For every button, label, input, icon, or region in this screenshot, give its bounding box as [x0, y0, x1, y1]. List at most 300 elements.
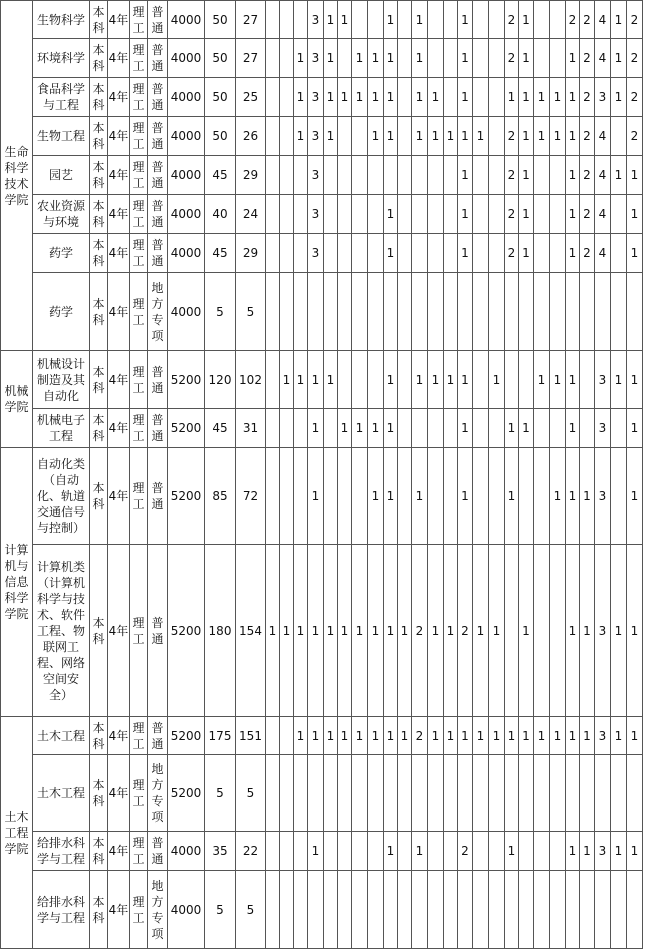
province-count-cell: 2 — [627, 117, 643, 156]
province-count-cell: 2 — [505, 234, 519, 273]
province-count-cell: 1 — [611, 78, 627, 117]
province-count-cell — [550, 871, 566, 949]
province-count-cell — [595, 755, 611, 832]
province-count-cell — [338, 832, 352, 871]
province-count-cell — [444, 409, 458, 448]
province-count-cell — [398, 448, 412, 545]
plan-count-cell: 50 — [205, 1, 236, 39]
province-count-cell: 1 — [611, 1, 627, 39]
plan-type-cell: 普通 — [148, 409, 168, 448]
province-count-cell: 1 — [384, 39, 398, 78]
major-cell: 药学 — [33, 273, 90, 351]
level-cell: 本科 — [90, 1, 108, 39]
major-cell: 环境科学 — [33, 39, 90, 78]
province-count-cell — [280, 78, 294, 117]
province-count-cell — [489, 871, 505, 949]
plan-count-cell: 35 — [205, 832, 236, 871]
province-count-cell: 1 — [611, 545, 627, 717]
table-row — [1, 234, 643, 273]
province-count-cell: 1 — [428, 117, 444, 156]
province-count-cell: 1 — [294, 78, 308, 117]
province-count-cell: 1 — [627, 717, 643, 755]
province-count-cell — [384, 273, 398, 351]
province-count-cell: 1 — [580, 545, 595, 717]
province-count-cell: 1 — [550, 78, 566, 117]
province-count-cell — [580, 755, 595, 832]
province-count-cell: 3 — [308, 156, 324, 195]
province-count-cell: 1 — [398, 717, 412, 755]
province-count-cell: 3 — [595, 545, 611, 717]
province-count-cell — [266, 273, 280, 351]
province-count-cell: 1 — [627, 156, 643, 195]
level-cell: 本科 — [90, 448, 108, 545]
province-count-cell — [352, 117, 368, 156]
province-count-cell — [550, 195, 566, 234]
subtotal-cell: 27 — [236, 1, 266, 39]
province-count-cell — [352, 755, 368, 832]
province-count-cell: 1 — [566, 545, 580, 717]
province-count-cell — [550, 1, 566, 39]
province-count-cell — [412, 156, 428, 195]
province-count-cell: 1 — [412, 351, 428, 409]
province-count-cell: 1 — [308, 409, 324, 448]
province-count-cell — [534, 448, 550, 545]
years-cell: 4年 — [108, 234, 130, 273]
category-cell: 理工 — [130, 545, 148, 717]
province-count-cell — [294, 448, 308, 545]
province-count-cell — [338, 755, 352, 832]
province-count-cell: 1 — [489, 545, 505, 717]
province-count-cell: 1 — [384, 195, 398, 234]
plan-count-cell: 85 — [205, 448, 236, 545]
province-count-cell — [280, 156, 294, 195]
province-count-cell — [550, 156, 566, 195]
province-count-cell — [473, 39, 489, 78]
province-count-cell: 1 — [384, 234, 398, 273]
province-count-cell — [473, 755, 489, 832]
province-count-cell — [324, 234, 338, 273]
province-count-cell — [324, 156, 338, 195]
province-count-cell — [352, 871, 368, 949]
province-count-cell — [550, 755, 566, 832]
province-count-cell: 1 — [611, 156, 627, 195]
province-count-cell — [489, 832, 505, 871]
province-count-cell: 1 — [338, 545, 352, 717]
province-count-cell — [280, 39, 294, 78]
province-count-cell — [352, 1, 368, 39]
province-count-cell: 1 — [627, 448, 643, 545]
province-count-cell: 1 — [458, 448, 473, 545]
province-count-cell: 1 — [352, 78, 368, 117]
years-cell: 4年 — [108, 351, 130, 409]
province-count-cell: 1 — [566, 717, 580, 755]
subtotal-cell: 151 — [236, 717, 266, 755]
province-count-cell — [444, 755, 458, 832]
plan-type-cell: 普通 — [148, 195, 168, 234]
province-count-cell — [338, 234, 352, 273]
category-cell: 理工 — [130, 871, 148, 949]
province-count-cell: 1 — [550, 351, 566, 409]
subtotal-cell: 27 — [236, 39, 266, 78]
category-cell: 理工 — [130, 351, 148, 409]
province-count-cell: 1 — [580, 832, 595, 871]
province-count-cell — [444, 39, 458, 78]
province-count-cell: 1 — [566, 39, 580, 78]
province-count-cell: 1 — [384, 409, 398, 448]
province-count-cell: 1 — [444, 117, 458, 156]
province-count-cell — [308, 871, 324, 949]
plan-count-cell: 45 — [205, 234, 236, 273]
province-count-cell — [473, 78, 489, 117]
province-count-cell — [280, 409, 294, 448]
province-count-cell — [266, 1, 280, 39]
province-count-cell — [266, 156, 280, 195]
tuition-cell: 5200 — [168, 545, 205, 717]
table-row — [1, 39, 643, 78]
level-cell: 本科 — [90, 234, 108, 273]
province-count-cell: 1 — [611, 39, 627, 78]
province-count-cell — [489, 409, 505, 448]
province-count-cell — [519, 755, 534, 832]
province-count-cell — [412, 409, 428, 448]
province-count-cell — [444, 156, 458, 195]
province-count-cell — [368, 755, 384, 832]
province-count-cell: 2 — [580, 39, 595, 78]
province-count-cell — [566, 273, 580, 351]
province-count-cell — [352, 234, 368, 273]
province-count-cell — [580, 409, 595, 448]
province-count-cell — [338, 351, 352, 409]
province-count-cell: 1 — [324, 117, 338, 156]
province-count-cell: 2 — [505, 117, 519, 156]
province-count-cell: 1 — [428, 717, 444, 755]
province-count-cell: 1 — [566, 832, 580, 871]
plan-count-cell: 5 — [205, 871, 236, 949]
province-count-cell — [384, 755, 398, 832]
province-count-cell — [352, 195, 368, 234]
province-count-cell — [280, 195, 294, 234]
province-count-cell: 1 — [368, 545, 384, 717]
tuition-cell: 5200 — [168, 717, 205, 755]
years-cell: 4年 — [108, 78, 130, 117]
province-count-cell — [368, 273, 384, 351]
province-count-cell — [611, 755, 627, 832]
province-count-cell — [266, 832, 280, 871]
province-count-cell: 3 — [308, 1, 324, 39]
plan-count-cell: 5 — [205, 273, 236, 351]
province-count-cell — [280, 755, 294, 832]
province-count-cell: 1 — [566, 351, 580, 409]
province-count-cell — [428, 448, 444, 545]
province-count-cell — [428, 1, 444, 39]
province-count-cell — [412, 871, 428, 949]
province-count-cell — [338, 448, 352, 545]
table-row — [1, 755, 643, 832]
province-count-cell: 3 — [595, 351, 611, 409]
category-cell: 理工 — [130, 273, 148, 351]
province-count-cell: 1 — [534, 717, 550, 755]
province-count-cell — [428, 755, 444, 832]
province-count-cell: 1 — [412, 448, 428, 545]
subtotal-cell: 29 — [236, 156, 266, 195]
province-count-cell: 1 — [566, 78, 580, 117]
province-count-cell — [368, 156, 384, 195]
plan-type-cell: 普通 — [148, 234, 168, 273]
province-count-cell: 1 — [384, 351, 398, 409]
province-count-cell: 4 — [595, 117, 611, 156]
province-count-cell — [338, 39, 352, 78]
province-count-cell: 1 — [566, 409, 580, 448]
province-count-cell — [324, 832, 338, 871]
province-count-cell — [534, 755, 550, 832]
province-count-cell: 2 — [458, 832, 473, 871]
major-cell: 生物工程 — [33, 117, 90, 156]
province-count-cell: 1 — [534, 351, 550, 409]
plan-count-cell: 50 — [205, 39, 236, 78]
province-count-cell — [428, 234, 444, 273]
years-cell: 4年 — [108, 1, 130, 39]
province-count-cell — [519, 351, 534, 409]
table-row — [1, 545, 643, 717]
province-count-cell: 3 — [595, 448, 611, 545]
province-count-cell — [534, 832, 550, 871]
province-count-cell — [458, 273, 473, 351]
major-cell: 园艺 — [33, 156, 90, 195]
province-count-cell — [534, 39, 550, 78]
province-count-cell: 1 — [308, 545, 324, 717]
tuition-cell: 4000 — [168, 78, 205, 117]
years-cell: 4年 — [108, 156, 130, 195]
plan-count-cell: 40 — [205, 195, 236, 234]
province-count-cell — [473, 351, 489, 409]
province-count-cell — [489, 1, 505, 39]
province-count-cell — [398, 39, 412, 78]
province-count-cell — [324, 448, 338, 545]
province-count-cell — [428, 39, 444, 78]
province-count-cell: 1 — [338, 1, 352, 39]
level-cell: 本科 — [90, 195, 108, 234]
table-row — [1, 273, 643, 351]
province-count-cell: 1 — [428, 78, 444, 117]
province-count-cell: 2 — [505, 39, 519, 78]
province-count-cell — [611, 871, 627, 949]
province-count-cell: 4 — [595, 234, 611, 273]
province-count-cell — [428, 273, 444, 351]
plan-count-cell: 175 — [205, 717, 236, 755]
major-cell: 土木工程 — [33, 717, 90, 755]
province-count-cell — [505, 545, 519, 717]
province-count-cell — [412, 195, 428, 234]
province-count-cell — [611, 409, 627, 448]
province-count-cell: 1 — [627, 409, 643, 448]
province-count-cell — [489, 448, 505, 545]
level-cell: 本科 — [90, 545, 108, 717]
province-count-cell: 1 — [611, 717, 627, 755]
province-count-cell: 1 — [368, 117, 384, 156]
province-count-cell — [611, 448, 627, 545]
category-cell: 理工 — [130, 195, 148, 234]
province-count-cell — [412, 273, 428, 351]
category-cell: 理工 — [130, 755, 148, 832]
major-cell: 食品科学与工程 — [33, 78, 90, 117]
subtotal-cell: 25 — [236, 78, 266, 117]
province-count-cell — [519, 273, 534, 351]
province-count-cell — [627, 755, 643, 832]
province-count-cell — [627, 273, 643, 351]
category-cell: 理工 — [130, 717, 148, 755]
province-count-cell — [266, 717, 280, 755]
plan-type-cell: 普通 — [148, 545, 168, 717]
province-count-cell — [550, 545, 566, 717]
province-count-cell — [473, 234, 489, 273]
province-count-cell: 1 — [384, 545, 398, 717]
category-cell: 理工 — [130, 448, 148, 545]
plan-type-cell: 普通 — [148, 832, 168, 871]
province-count-cell: 1 — [566, 234, 580, 273]
province-count-cell: 1 — [324, 1, 338, 39]
major-cell: 给排水科学与工程 — [33, 832, 90, 871]
province-count-cell — [324, 195, 338, 234]
tuition-cell: 5200 — [168, 409, 205, 448]
province-count-cell: 1 — [324, 78, 338, 117]
plan-type-cell: 地方专项 — [148, 871, 168, 949]
subtotal-cell: 22 — [236, 832, 266, 871]
table-row — [1, 832, 643, 871]
province-count-cell: 1 — [519, 409, 534, 448]
major-cell: 土木工程 — [33, 755, 90, 832]
province-count-cell — [280, 871, 294, 949]
level-cell: 本科 — [90, 78, 108, 117]
province-count-cell: 1 — [384, 1, 398, 39]
plan-type-cell: 地方专项 — [148, 273, 168, 351]
province-count-cell: 3 — [595, 78, 611, 117]
province-count-cell — [519, 832, 534, 871]
province-count-cell — [444, 448, 458, 545]
college-cell: 土木工程学院 — [1, 717, 33, 949]
tuition-cell: 4000 — [168, 156, 205, 195]
province-count-cell: 1 — [266, 545, 280, 717]
province-count-cell — [412, 755, 428, 832]
tuition-cell: 4000 — [168, 234, 205, 273]
province-count-cell — [412, 234, 428, 273]
province-count-cell — [458, 871, 473, 949]
province-count-cell — [266, 755, 280, 832]
province-count-cell: 1 — [566, 448, 580, 545]
province-count-cell: 1 — [473, 117, 489, 156]
province-count-cell: 1 — [458, 409, 473, 448]
province-count-cell — [294, 195, 308, 234]
plan-type-cell: 普通 — [148, 448, 168, 545]
province-count-cell — [534, 545, 550, 717]
province-count-cell — [519, 871, 534, 949]
province-count-cell: 1 — [428, 351, 444, 409]
province-count-cell: 1 — [368, 409, 384, 448]
province-count-cell — [352, 351, 368, 409]
province-count-cell — [473, 1, 489, 39]
province-count-cell — [324, 871, 338, 949]
province-count-cell — [352, 832, 368, 871]
province-count-cell — [611, 195, 627, 234]
plan-type-cell: 普通 — [148, 351, 168, 409]
province-count-cell: 2 — [412, 717, 428, 755]
province-count-cell: 1 — [519, 234, 534, 273]
province-count-cell — [308, 755, 324, 832]
province-count-cell — [338, 117, 352, 156]
province-count-cell: 1 — [384, 717, 398, 755]
table-body — [1, 1, 643, 949]
province-count-cell — [534, 156, 550, 195]
province-count-cell: 1 — [444, 545, 458, 717]
province-count-cell — [280, 832, 294, 871]
years-cell: 4年 — [108, 409, 130, 448]
province-count-cell: 1 — [338, 78, 352, 117]
province-count-cell — [566, 871, 580, 949]
province-count-cell — [368, 832, 384, 871]
province-count-cell — [398, 755, 412, 832]
province-count-cell — [444, 832, 458, 871]
province-count-cell — [398, 156, 412, 195]
province-count-cell: 1 — [611, 351, 627, 409]
province-count-cell: 1 — [458, 39, 473, 78]
province-count-cell — [352, 448, 368, 545]
province-count-cell: 1 — [398, 545, 412, 717]
level-cell: 本科 — [90, 409, 108, 448]
province-count-cell: 2 — [627, 78, 643, 117]
province-count-cell — [428, 195, 444, 234]
province-count-cell — [489, 39, 505, 78]
province-count-cell — [473, 832, 489, 871]
province-count-cell — [566, 755, 580, 832]
province-count-cell — [505, 871, 519, 949]
province-count-cell — [266, 39, 280, 78]
province-count-cell — [550, 273, 566, 351]
province-count-cell: 1 — [627, 545, 643, 717]
province-count-cell — [550, 409, 566, 448]
province-count-cell: 1 — [324, 351, 338, 409]
province-count-cell: 2 — [627, 39, 643, 78]
province-count-cell: 1 — [519, 717, 534, 755]
province-count-cell: 3 — [308, 117, 324, 156]
province-count-cell: 1 — [368, 448, 384, 545]
province-count-cell — [534, 195, 550, 234]
plan-type-cell: 普通 — [148, 1, 168, 39]
province-count-cell: 1 — [580, 448, 595, 545]
province-count-cell — [352, 273, 368, 351]
province-count-cell: 1 — [338, 717, 352, 755]
plan-type-cell: 普通 — [148, 717, 168, 755]
province-count-cell — [398, 195, 412, 234]
province-count-cell: 1 — [338, 409, 352, 448]
province-count-cell — [444, 195, 458, 234]
province-count-cell — [368, 234, 384, 273]
subtotal-cell: 29 — [236, 234, 266, 273]
province-count-cell — [398, 234, 412, 273]
province-count-cell — [398, 409, 412, 448]
major-cell: 自动化类（自动化、轨道交通信号与控制） — [33, 448, 90, 545]
province-count-cell: 1 — [505, 409, 519, 448]
province-count-cell: 1 — [505, 717, 519, 755]
plan-count-cell: 50 — [205, 78, 236, 117]
province-count-cell: 4 — [595, 195, 611, 234]
province-count-cell: 1 — [505, 832, 519, 871]
province-count-cell — [444, 234, 458, 273]
province-count-cell — [519, 448, 534, 545]
tuition-cell: 4000 — [168, 195, 205, 234]
province-count-cell: 1 — [550, 117, 566, 156]
plan-count-cell: 180 — [205, 545, 236, 717]
province-count-cell: 1 — [458, 156, 473, 195]
province-count-cell: 1 — [294, 117, 308, 156]
